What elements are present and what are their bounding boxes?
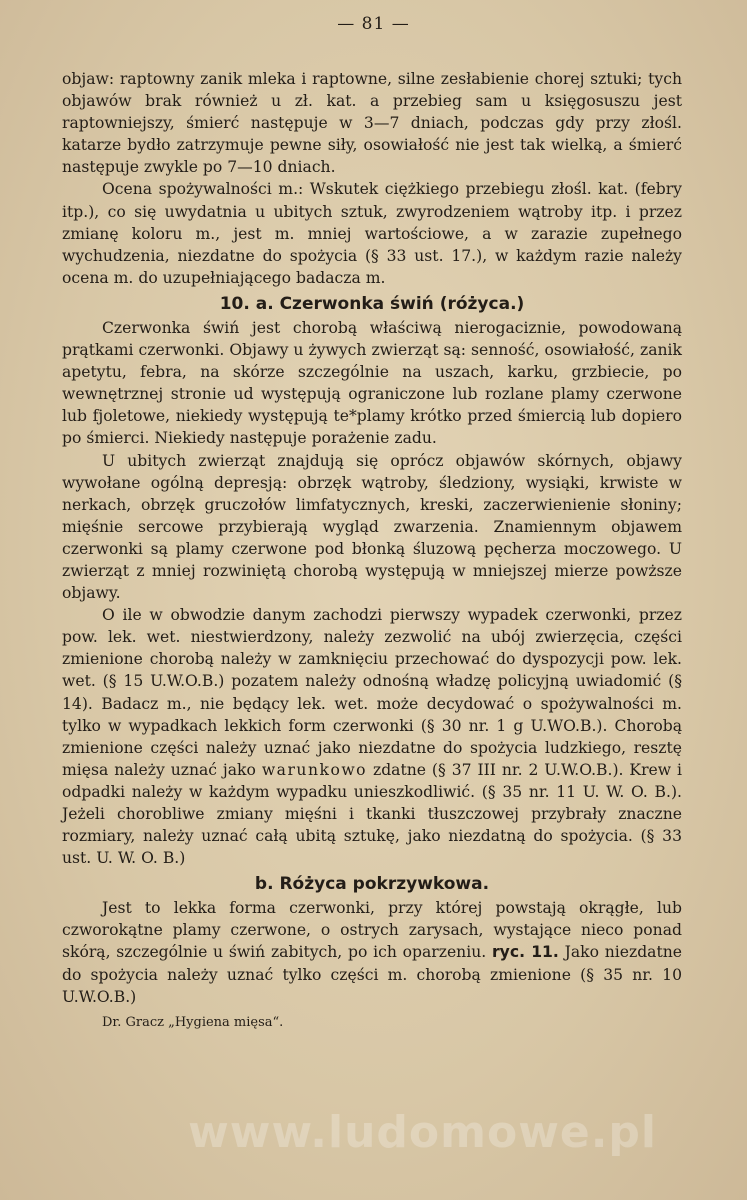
paragraph-3: Czerwonka świń jest chorobą właściwą nierogaciznie, powodowaną prątkami czerwonki. Objawy u żywych zwierząt są: senność, osowiałość, zanik apetytu, febra, na skórze szczególnie na uszach, karku, grzbiecie, po wewnętrznej stronie ud występują ograniczone lub rozlane plamy czerwone lub fjoletowe, niekiedy występują te*plamy krótko przed śmiercią lub dopiero po śmierci. Niekiedy następuje porażenie zadu. [62,318,682,448]
watermark: www.ludomowe.pl [188,1107,657,1158]
page-number: — 81 — [337,14,410,34]
paragraph-5-spaced-word: warunkowo [261,760,368,779]
page-body [62,68,682,1032]
source-citation: Dr. Gracz „Hygiena mięsa“. [102,1014,284,1030]
paragraph-1: objaw: raptowny zanik mleka i raptowne, silne zesłabienie chorej sztuki; tych objawów brak również u zł. kat. a przebieg sam u księgosuszu jest raptowniejszy, śmierć następuje w 3—7 dniach, podczas gdy przy złośl. katarze bydło zatrzymuje pewne siły, osowiałość nie jest tak wielką, a śmierć następuje zwykle po 7—10 dniach. [62,70,682,177]
heading-rozyca: b. Różyca pokrzywkowa. [254,874,490,895]
paragraph-6-text-b: Jako niezdatne do spożycia należy uznać tylko części m. chorobą zmienione (§ 35 nr. 10 U.W.O.B.) [62,943,683,1006]
paragraph-5 [62,604,682,869]
paragraph-5-text-a: O ile w obwodzie danym zachodzi pierwszy wypadek czerwonki, przez pow. lek. wet. niestwierdzony, należy zezwolić na ubój zwierzęcia, części zmienione chorobą należy w zamknięciu przechować do dyspozycji pow. lek. wet. (§ 15 U.W.O.B.) pozatem należy odnośną władzę policyjną uwiadomić (§ 14). Badacz m., nie będący lek. wet. może decydować o spożywalności m. tylko w wypadkach lekkich form czerwonki (§ 30 nr. 1 g U.WO.B.). Chorobą zmienione części należy uznać jako niezdatne do spożycia ludzkiego, resztę mięsa należy uznać jako [62,606,682,779]
paragraph-6 [62,897,682,1007]
paragraph-2: Ocena spożywalności m.: Wskutek ciężkiego przebiegu złośl. kat. (febry itp.), co się uwydatnia u ubitych sztuk, zwyrodzeniem wątroby itp. i przez zmianę koloru m., jest m. mniej wartościowe, a w zarazie zupełnego wychudzenia, niezdatne do spożycia (§ 33 ust. 17.), w każdym razie należy ocena m. do uzupełniającego badacza m. [62,180,682,287]
figure-reference: ryc. 11. [491,943,559,962]
paragraph-5-text-b: zdatne (§ 37 III nr. 2 U.W.O.B.). Krew i odpadki należy w każdym wypadku unieszkodliwić. (§ 35 nr. 11 U. W. O. B.). Jeżeli chorobliwe zmiany mięśni i tkanki tłuszczowej przybrały znaczne rozmiary, należy uznać całą ubitą sztukę, jako niezdatną do spożycia. (§ 33 ust. U. W. O. B.) [62,760,682,868]
heading-czerwonka: 10. a. Czerwonka świń (różyca.) [219,293,525,314]
paragraph-4: U ubitych zwierząt znajdują się oprócz objawów skórnych, objawy wywołane ogólną depresją: obrzęk wątroby, śledziony, wysiąki, krwiste w nerkach, obrzęk gruczołów limfatycznych, kreski, zaczerwienienie słoniny; mięśnie sercowe przybierają wygląd zwarzenia. Znamiennym objawem czerwonki są plamy czerwone pod błonką śluzową pęcherza moczowego. U zwierząt z mniej rozwiniętą chorobą występują w mniejszej mierze powższe objawy. [62,451,682,603]
paragraph-6-text-a: Jest to lekka forma czerwonki, przy której powstają okrągłe, lub czworokątne plamy czerwone, o ostrych zarysach, wystające nieco ponad skórą, szczególnie u świń zabitych, po ich oparzeniu. [62,899,682,962]
